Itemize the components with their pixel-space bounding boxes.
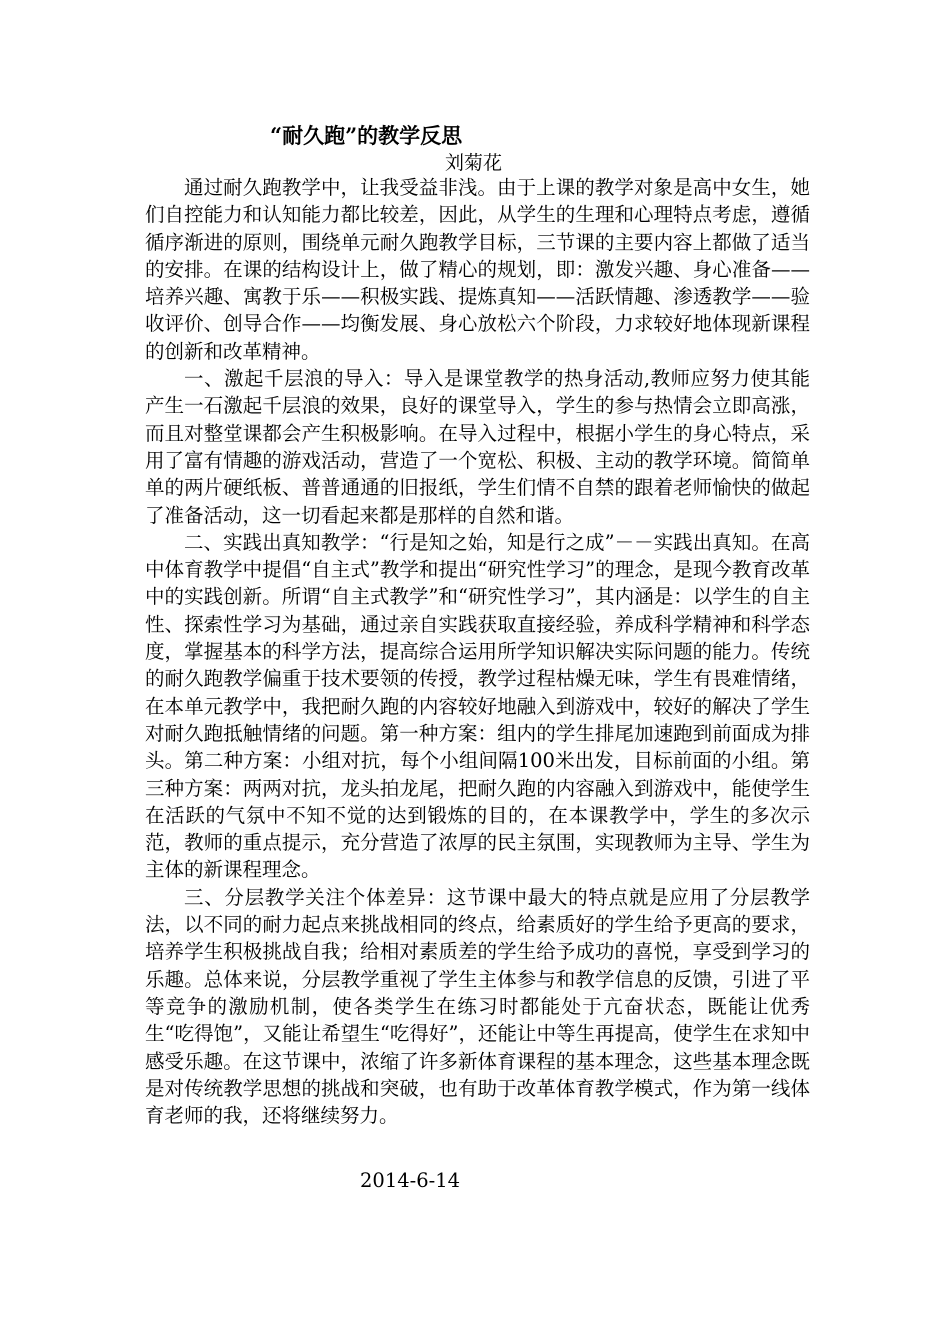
document-body — [145, 174, 810, 1129]
paragraph-intro: 通过耐久跑教学中，让我受益非浅。由于上课的教学对象是高中女生，她们自控能力和认知能力都比较差，因此，从学生的生理和心理特点考虑，遵循循序渐进的原则，围绕单元耐久跑教学目标，三节课的主要内容上都做了适当的安排。在课的结构设计上，做了精心的规划，即：激发兴趣、身心准备——培养兴趣、寓教于乐——积极实践、提炼真知——活跃情趣、渗透教学——验收评价、创导合作——均衡发展、身心放松六个阶段，力求较好地体现新课程的创新和改革精神。 — [145, 176, 810, 363]
document-author: 刘菊花 — [445, 152, 503, 174]
paragraph-section-3: 三、分层教学关注个体差异：这节课中最大的特点就是应用了分层教学法，以不同的耐力起点来挑战相同的终点，给素质好的学生给予更高的要求，培养学生积极挑战自我；给相对素质差的学生给予成功的喜悦，享受到学习的乐趣。总体来说，分层教学重视了学生主体参与和教学信息的反馈，引进了平等竞争的激励机制，使各类学生在练习时都能处于亢奋状态，既能让优秀生“吃得饱”，又能让希望生“吃得好”，还能让中等生再提高，使学生在求知中感受乐趣。在这节课中，浓缩了许多新体育课程的基本理念，这些基本理念既是对传统教学思想的挑战和突破，也有助于改革体育教学模式，作为第一线体育老师的我，还将继续努力。 — [145, 885, 810, 1128]
document-title: “耐久跑”的教学反思 — [270, 123, 463, 148]
document-date: 2014-6-14 — [360, 1169, 461, 1192]
paragraph-section-1: 一、激起千层浪的导入：导入是课堂教学的热身活动,教师应努力使其能产生一石激起千层浪的效果，良好的课堂导入，学生的参与热情会立即高涨，而且对整堂课都会产生积极影响。在导入过程中，根据小学生的身心特点，采用了富有情趣的游戏活动，营造了一个宽松、积极、主动的教学环境。简简单单的两片硬纸板、普普通通的旧报纸，学生们情不自禁的跟着老师愉快的做起了准备活动，这一切看起来都是那样的自然和谐。 — [145, 367, 810, 527]
paragraph-section-2: 二、实践出真知教学：“行是知之始，知是行之成”－－实践出真知。在高中体育教学中提倡“自主式”教学和提出“研究性学习”的理念，是现今教育改革中的实践创新。所谓“自主式教学”和“研究性学习”，其内涵是：以学生的自主性、探索性学习为基础，通过亲自实践获取直接经验，养成科学精神和科学态度，掌握基本的科学方法，提高综合运用所学知识解决实际问题的能力。传统的耐久跑教学偏重于技术要领的传授，教学过程枯燥无味，学生有畏难情绪，在本单元教学中，我把耐久跑的内容较好地融入到游戏中，较好的解决了学生对耐久跑抵触情绪的问题。第一种方案：组内的学生排尾加速跑到前面成为排头。第二种方案：小组对抗，每个小组间隔100米出发，目标前面的小组。第三种方案：两两对抗，龙头拍龙尾，把耐久跑的内容融入到游戏中，能使学生在活跃的气氛中不知不觉的达到锻炼的目的，在本课教学中，学生的多次示范，教师的重点提示，充分营造了浓厚的民主氛围，实现教师为主导、学生为主体的新课程理念。 — [145, 530, 810, 882]
